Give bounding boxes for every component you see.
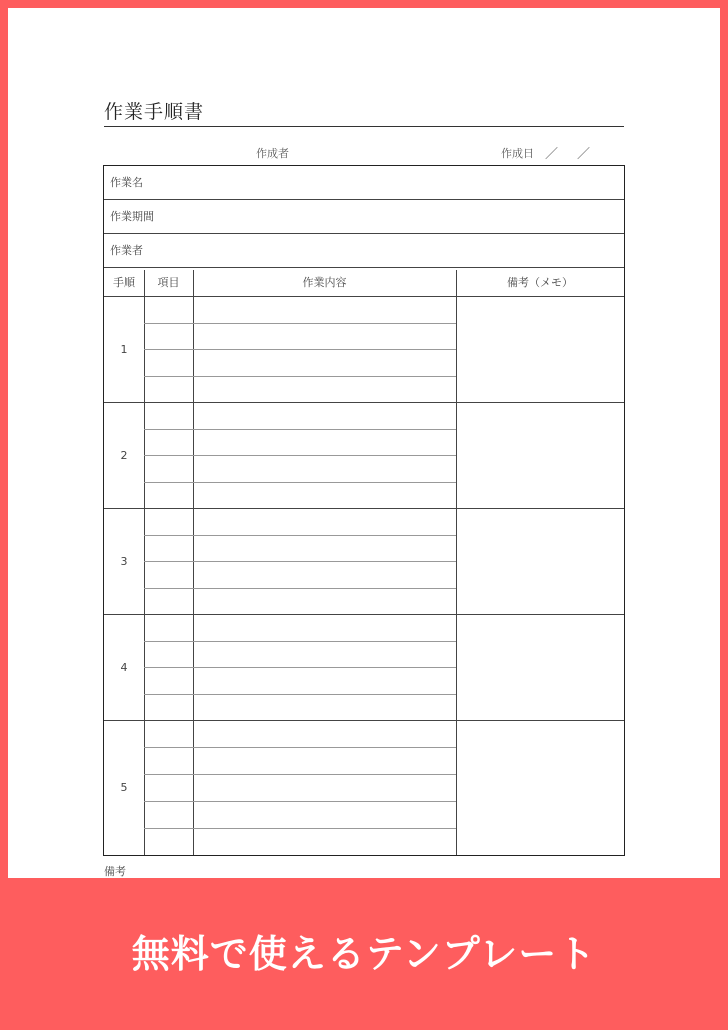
step-divider [104, 720, 624, 721]
step-number: 1 [120, 343, 128, 356]
step-divider [104, 402, 624, 403]
step-number: 2 [120, 449, 128, 462]
document-page [8, 8, 720, 878]
row-line [144, 376, 456, 377]
column-divider [193, 270, 194, 855]
step-number: 3 [120, 555, 128, 568]
date-separator: ／ [577, 147, 591, 162]
creator-label: 作成者 [256, 147, 289, 160]
step-divider [104, 508, 624, 509]
row-line [144, 429, 456, 430]
row-line [144, 774, 456, 775]
step-divider [104, 614, 624, 615]
info-row-task-name: 作業名 [104, 166, 624, 200]
info-row-task-period: 作業期間 [104, 200, 624, 234]
step-number: 5 [120, 781, 128, 794]
row-line [144, 455, 456, 456]
column-header-content: 作業内容 [302, 276, 347, 289]
row-line [144, 349, 456, 350]
row-line [144, 667, 456, 668]
row-line [144, 482, 456, 483]
column-divider [144, 270, 145, 855]
row-line [144, 828, 456, 829]
column-header-item: 項目 [157, 276, 180, 289]
row-line [144, 588, 456, 589]
row-line [144, 561, 456, 562]
row-line [144, 747, 456, 748]
column-header-notes: 備考（メモ） [507, 276, 573, 289]
row-line [144, 801, 456, 802]
procedure-table [103, 165, 625, 856]
row-line [144, 323, 456, 324]
date-separator: ／ [545, 147, 559, 162]
step-number: 4 [120, 661, 128, 674]
free-template-banner: 無料で使えるテンプレート [131, 932, 597, 976]
document-title: 作業手順書 [104, 100, 624, 127]
column-divider [456, 270, 457, 855]
date-label: 作成日 [501, 147, 534, 160]
info-row-worker: 作業者 [104, 234, 624, 268]
row-line [144, 694, 456, 695]
remarks-label: 備考 [104, 865, 126, 878]
header-bottom-line [104, 296, 624, 297]
row-line [144, 535, 456, 536]
row-line [144, 641, 456, 642]
column-header-step: 手順 [113, 276, 135, 289]
